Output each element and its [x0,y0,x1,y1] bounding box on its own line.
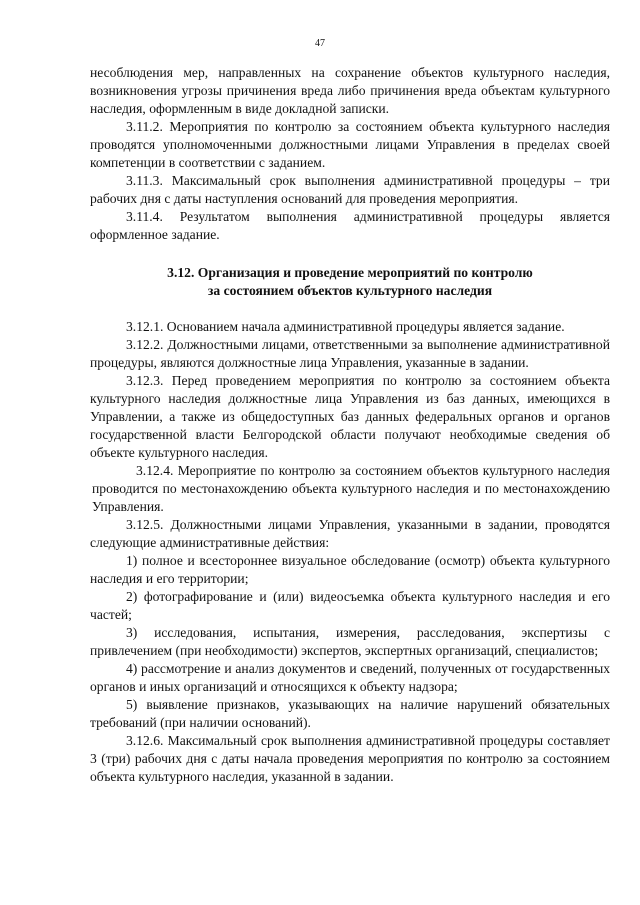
document-body [90,64,610,786]
list-item-3: 3) исследования, испытания, измерения, расследования, экспертизы с привлечением (при необходимости) экспертов, экспертных организаций, специалистов; [90,625,610,658]
section-heading [90,264,610,300]
paragraph-3-12-6: 3.12.6. Максимальный срок выполнения административной процедуры составляет 3 (три) рабочих дня с даты начала проведения мероприятия по контролю за состоянием объекта культурного наследия, указанной в задании. [90,733,610,784]
paragraph-3-12-4: 3.12.4. Мероприятие по контролю за состоянием объектов культурного наследия проводится по местонахождению объекта культурного наследия и по местонахождению Управления. [92,463,610,514]
list-item-4: 4) рассмотрение и анализ документов и сведений, полученных от государственных органов и иных организаций и относящихся к объекту надзора; [90,661,610,694]
paragraph-continuation: несоблюдения мер, направленных на сохранение объектов культурного наследия, возникновения угрозы причинения вреда либо причинения вреда объектам культурного наследия, оформленным в виде докладной записки. [90,65,610,116]
page-number: 47 [315,38,325,49]
list-item-2: 2) фотографирование и (или) видеосъемка объекта культурного наследия и его частей; [90,589,610,622]
section-heading-line-1: 3.12. Организация и проведение мероприятий по контролю [167,265,533,280]
paragraph-3-11-4: 3.11.4. Результатом выполнения административной процедуры является оформленное задание. [90,209,610,242]
list-item-5: 5) выявление признаков, указывающих на наличие нарушений обязательных требований (при наличии оснований). [90,697,610,730]
paragraph-3-11-3: 3.11.3. Максимальный срок выполнения административной процедуры – три рабочих дня с даты наступления оснований для проведения мероприятия. [90,173,610,206]
paragraph-3-12-1: 3.12.1. Основанием начала административной процедуры является задание. [126,319,565,334]
paragraph-3-12-3: 3.12.3. Перед проведением мероприятия по контролю за состоянием объекта культурного наследия должностные лица Управления из баз данных, имеющихся в Управлении, а также из общедоступных баз данных федеральных органов и органов государственной власти Белгородской области получают необходимые сведения об объекте культурного наследия. [90,373,610,460]
section-heading-line-2: за состоянием объектов культурного наследия [207,283,493,298]
list-item-1: 1) полное и всестороннее визуальное обследование (осмотр) объекта культурного наследия и его территории; [90,553,610,586]
paragraph-3-11-2: 3.11.2. Мероприятия по контролю за состоянием объекта культурного наследия проводятся уполномоченными должностными лицами Управления в пределах своей компетенции в соответствии с заданием. [90,119,610,170]
paragraph-3-12-5: 3.12.5. Должностными лицами Управления, указанными в задании, проводятся следующие административные действия: [90,517,610,550]
paragraph-3-12-2: 3.12.2. Должностными лицами, ответственными за выполнение административной процедуры, являются должностные лица Управления, указанные в задании. [90,337,610,370]
